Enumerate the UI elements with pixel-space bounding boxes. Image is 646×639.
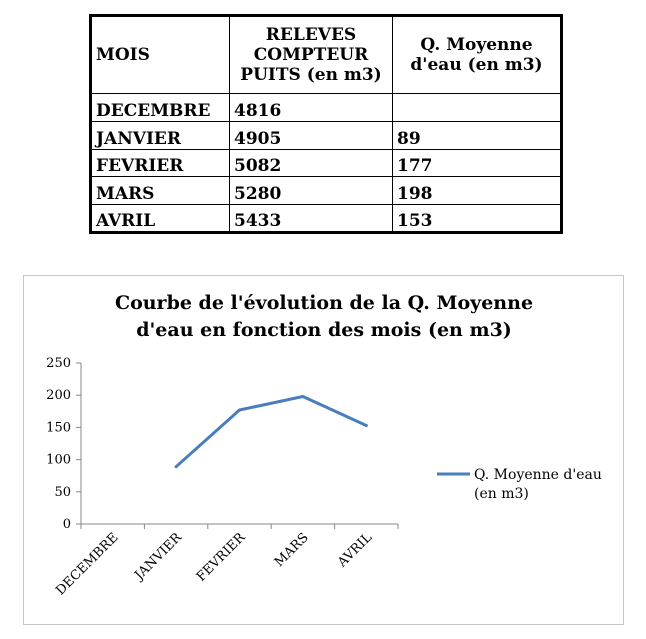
y-tick-label: 200: [46, 388, 71, 404]
chart-title-line-2: d'eau en fonction des mois (en m3): [136, 319, 512, 341]
chart-title-line-1: Courbe de l'évolution de la Q. Moyenne: [114, 292, 534, 314]
cell-mois: JANVIER: [91, 121, 230, 149]
cell-q-moyenne: 89: [393, 121, 562, 149]
cell-q-moyenne: 198: [393, 177, 562, 205]
cell-mois: FEVRIER: [91, 149, 230, 177]
cell-q-moyenne: 177: [393, 149, 562, 177]
cell-releve: 4905: [230, 121, 393, 149]
series-line: [176, 396, 366, 466]
x-axis-categories: [53, 524, 398, 598]
table-row: [91, 177, 562, 205]
cell-q-moyenne: [393, 94, 562, 122]
cell-mois: DECEMBRE: [91, 94, 230, 122]
cell-q-moyenne: 153: [393, 205, 562, 233]
y-tick-label: 0: [62, 517, 71, 532]
x-category-label: AVRIL: [335, 530, 376, 571]
data-point: [175, 465, 178, 468]
x-category-label: FEVRIER: [193, 530, 249, 585]
series-group: [175, 395, 368, 468]
cell-releve: 5280: [230, 177, 393, 205]
table-row: [91, 121, 562, 149]
y-tick-label: 100: [46, 452, 71, 468]
legend-label-line-1: Q. Moyenne d'eau: [474, 467, 602, 483]
y-tick-label: 50: [54, 484, 71, 500]
x-category-label: DECEMBRE: [53, 530, 122, 599]
header-q-moyenne: Q. Moyenne d'eau (en m3): [393, 16, 562, 94]
y-tick-label: 250: [46, 356, 71, 371]
table-row: [91, 94, 562, 122]
cell-mois: AVRIL: [91, 205, 230, 233]
x-category-label: MARS: [271, 530, 312, 571]
cell-releve: 5082: [230, 149, 393, 177]
y-tick-label: 150: [46, 420, 71, 436]
legend: [437, 467, 602, 502]
data-table: [89, 14, 563, 234]
table-row: [91, 205, 562, 233]
cell-releve: 5433: [230, 205, 393, 233]
table-row: [91, 149, 562, 177]
data-point: [365, 424, 368, 427]
x-category-label: JANVIER: [132, 530, 185, 584]
chart-area: [23, 275, 624, 625]
cell-releve: 4816: [230, 94, 393, 122]
y-axis-ticks: [46, 356, 81, 532]
header-mois: MOIS: [91, 16, 230, 94]
header-releves: RELEVES COMPTEUR PUITS (en m3): [230, 16, 393, 94]
data-point: [301, 395, 304, 398]
data-point: [238, 409, 241, 412]
legend-label-line-2: (en m3): [474, 486, 529, 502]
cell-mois: MARS: [91, 177, 230, 205]
table-header-row: [91, 16, 562, 94]
line-chart: [24, 276, 623, 624]
